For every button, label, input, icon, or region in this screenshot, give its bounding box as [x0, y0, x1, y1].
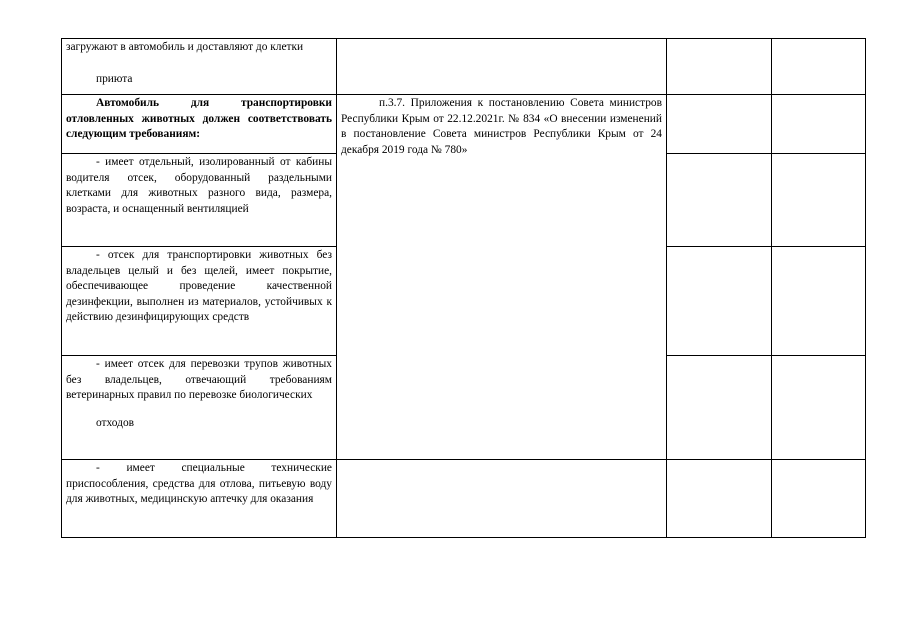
reference-cell: [337, 460, 667, 538]
empty-cell: [772, 39, 866, 95]
table-row: [62, 95, 866, 154]
requirement-text: - имеет отдельный, изолированный от кабины водителя отсек, оборудованный раздельными клетками для животных разного вида, размера, возраста, и оснащенный вентиляцией: [66, 156, 332, 215]
empty-cell: [772, 356, 866, 460]
requirement-cell: [62, 356, 337, 460]
requirement-cell: [62, 154, 337, 247]
requirement-text: загружают в автомобиль и доставляют до клетки: [66, 41, 304, 53]
reference-cell: [337, 39, 667, 95]
table-row: [62, 460, 866, 538]
empty-cell: [667, 39, 772, 95]
empty-cell: [667, 247, 772, 356]
requirement-cell: [62, 460, 337, 538]
empty-cell: [667, 460, 772, 538]
empty-cell: [772, 95, 866, 154]
requirement-header-cell: [62, 95, 337, 154]
requirement-cell: [62, 39, 337, 95]
requirement-text: - отсек для транспортировки животных без владельцев целый и без щелей, имеет покрытие, обеспечивающее проведение качественной дезинфекции, выполнен из материалов, устойчивых к действию дезинфицирующих средств: [66, 249, 332, 323]
empty-cell: [772, 247, 866, 356]
requirement-text: - имеет отсек для перевозки трупов животных без владельцев, отвечающий требованиям ветеринарных правил по перевозке биологических: [66, 358, 332, 401]
table-row: [62, 39, 866, 95]
requirement-text: - имеет специальные технические приспособления, средства для отлова, питьевую воду для животных, медицинскую аптечку для оказания: [66, 462, 332, 505]
empty-cell: [667, 154, 772, 247]
requirement-header: Автомобиль для транспортировки отловленных животных должен соответствовать следующим требованиям:: [66, 97, 332, 140]
requirement-cell: [62, 247, 337, 356]
legal-reference: п.3.7. Приложения к постановлению Совета министров Республики Крым от 22.12.2021г. № 834 «О внесении изменений в постановление Совета министров Республики Крым от 24 декабря 2019 года № 780»: [341, 97, 662, 156]
empty-cell: [667, 356, 772, 460]
requirement-text-continued: приюта: [96, 72, 133, 85]
reference-cell: [337, 95, 667, 460]
empty-cell: [667, 95, 772, 154]
empty-cell: [772, 154, 866, 247]
requirement-text-continued: отходов: [96, 416, 135, 429]
empty-cell: [772, 460, 866, 538]
requirements-table: [61, 38, 866, 538]
